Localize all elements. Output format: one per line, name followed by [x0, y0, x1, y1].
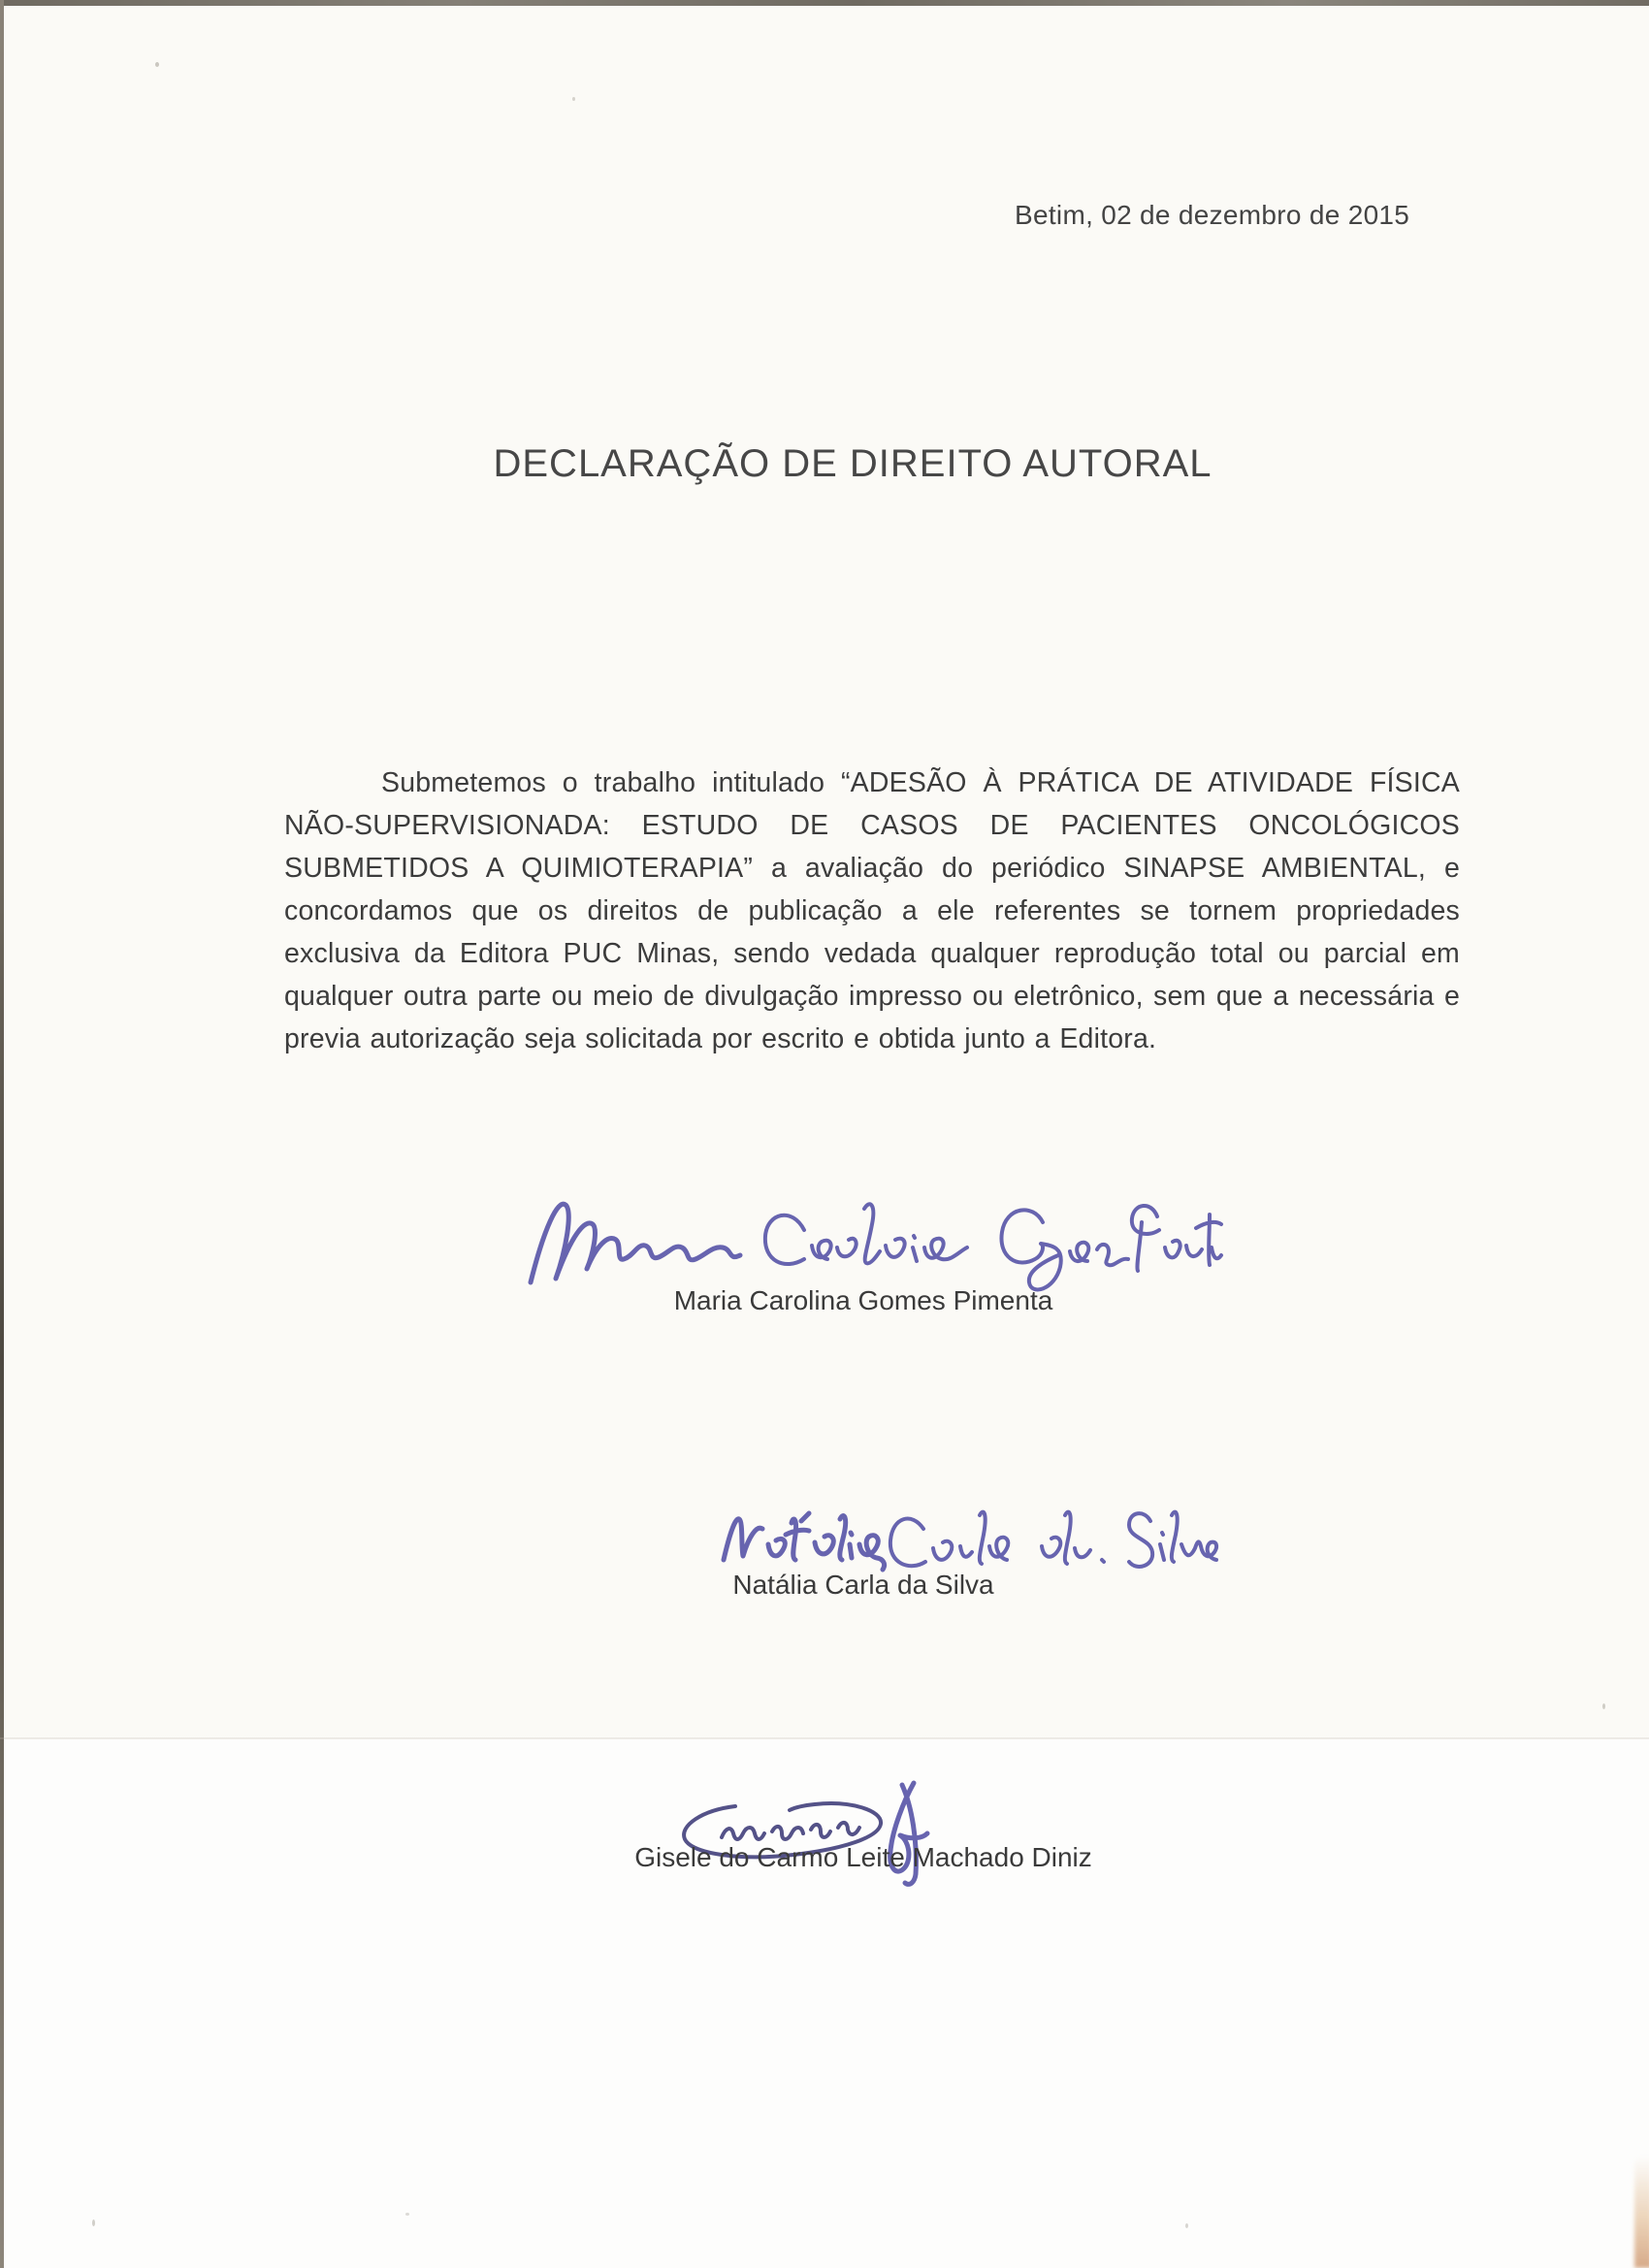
date-line: Betim, 02 de dezembro de 2015: [1015, 200, 1410, 230]
page-title: DECLARAÇÃO DE DIREITO AUTORAL: [493, 442, 1212, 485]
scan-seam-line: [0, 1737, 1649, 1739]
scan-speckle: [1602, 1703, 1605, 1709]
body-paragraph: Submetemos o trabalho intitulado “ADESÃO À PRÁTICA DE ATIVIDADE FÍSICA NÃO-SUPERVISIONADA: ESTUDO DE CASOS DE PACIENTES ONCOLÓGICOS SUBMETIDOS A QUIMIOTERAPIA” a avaliação do periódico SINAPSE AMBIENTAL, e concordamos que os direitos de publicação a ele referentes se tornem propriedades exclusiva da Editora PUC Minas, sendo vedada qualquer reprodução total ou parcial em qualquer outra parte ou meio de divulgação impresso ou eletrônico, sem que a necessária e previa autorização seja solicitada por escrito e obtida junto a Editora.: [284, 766, 1460, 1054]
scan-speckle: [92, 2219, 95, 2226]
signatory-name: Maria Carolina Gomes Pimenta: [673, 1285, 1053, 1315]
scan-speckle: [572, 97, 575, 101]
signatory-name: Natália Carla da Silva: [732, 1570, 994, 1600]
scan-speckle: [405, 2213, 409, 2216]
scan-speckle: [155, 62, 159, 67]
scan-corner-smudge: [1634, 2156, 1649, 2268]
scan-speckle: [1185, 2223, 1188, 2228]
signature-handwriting-gisele: [667, 1783, 989, 1890]
scan-edge-top: [0, 0, 1649, 6]
scan-edge-left: [0, 0, 4, 2268]
signatory-name: Gisele do Carmo Leite Machado Diniz: [634, 1842, 1092, 1872]
